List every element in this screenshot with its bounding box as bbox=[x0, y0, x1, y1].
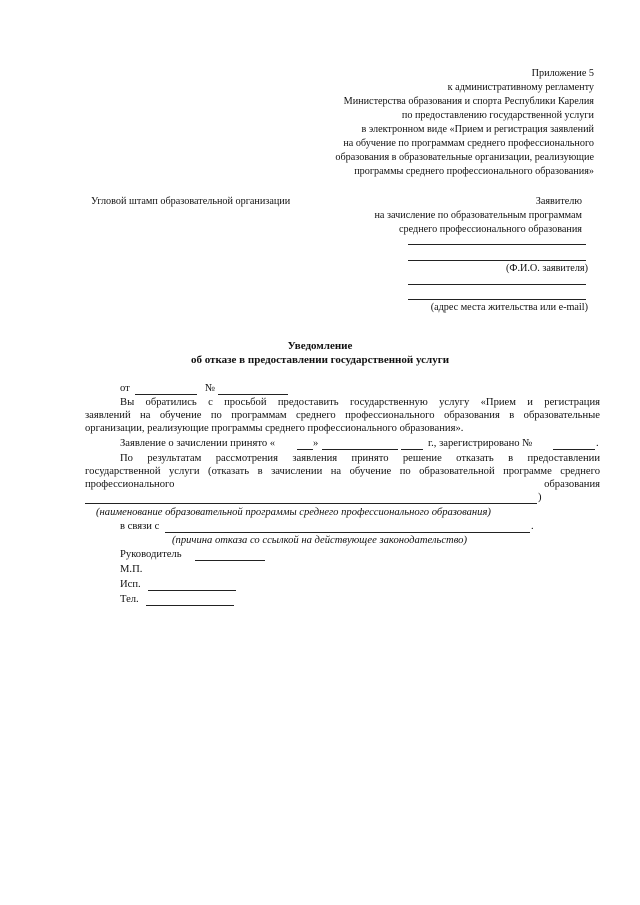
program-name-blank bbox=[85, 503, 537, 504]
executor-label: Исп. bbox=[120, 579, 141, 590]
paragraph-2-quote-close: » bbox=[313, 438, 319, 449]
due-label: в связи с bbox=[120, 521, 160, 532]
due-end: . bbox=[531, 521, 534, 532]
addressee-line-1: Заявителю bbox=[535, 196, 582, 207]
appendix-line-1: Приложение 5 bbox=[531, 68, 594, 79]
appendix-line-4: по предоставлению государственной услуги bbox=[401, 110, 594, 121]
addressee-line-3: среднего профессионального образования bbox=[399, 224, 582, 235]
fio-caption: (Ф.И.О. заявителя) bbox=[506, 263, 588, 274]
notice-title: Уведомление bbox=[287, 340, 353, 352]
year-blank bbox=[401, 449, 423, 450]
seal-label: М.П. bbox=[120, 564, 143, 575]
paragraph-1-line-1: Вы обратились с просьбой предоставить государственную услугу «Прием и регистрация bbox=[120, 397, 600, 408]
corner-stamp-label: Угловой штамп образовательной организации bbox=[91, 196, 291, 207]
program-close-paren: ) bbox=[538, 492, 542, 503]
reason-blank bbox=[165, 532, 530, 533]
phone-blank bbox=[146, 605, 234, 606]
paragraph-2-registered: г., зарегистрировано № bbox=[428, 438, 533, 449]
paragraph-1-line-3: организации, реализующие программы среднего профессионального образования». bbox=[85, 423, 464, 434]
date-blank bbox=[135, 394, 197, 395]
number-label: № bbox=[205, 383, 216, 394]
head-label: Руководитель bbox=[120, 549, 182, 560]
address-caption: (адрес места жительства или e-mail) bbox=[430, 302, 588, 313]
registration-number-blank bbox=[553, 449, 595, 450]
paragraph-3-line-3-end: образования bbox=[544, 479, 600, 490]
appendix-line-5: в электронном виде «Прием и регистрация заявлений bbox=[361, 124, 594, 135]
address-blank-line-2 bbox=[408, 299, 586, 300]
fio-blank-line-1 bbox=[408, 244, 586, 245]
appendix-line-3: Министерства образования и спорта Республики Карелия bbox=[343, 96, 594, 107]
paragraph-3-line-3-start: профессионального bbox=[85, 479, 175, 490]
from-label: от bbox=[120, 383, 130, 394]
head-signature-blank bbox=[195, 560, 265, 561]
notice-subtitle: об отказе в предоставлении государственной услуги bbox=[190, 354, 450, 366]
program-caption: (наименование образовательной программы среднего профессионального образования) bbox=[96, 507, 491, 518]
month-blank bbox=[322, 449, 398, 450]
appendix-line-7: образования в образовательные организации, реализующие bbox=[335, 152, 594, 163]
executor-blank bbox=[148, 590, 236, 591]
number-blank bbox=[218, 394, 288, 395]
address-blank-line-1 bbox=[408, 284, 586, 285]
paragraph-1-line-2: заявлений на обучение по программам среднего профессионального образования в образовательные bbox=[85, 410, 600, 421]
paragraph-2-end: . bbox=[596, 438, 599, 449]
appendix-line-6: на обучение по программам среднего профессионального bbox=[343, 138, 594, 149]
paragraph-3-line-2: государственной услуги (отказать в зачислении на обучение по образовательной программе среднего bbox=[85, 466, 600, 477]
appendix-line-8: программы среднего профессионального образования» bbox=[354, 166, 594, 177]
appendix-line-2: к административному регламенту bbox=[447, 82, 594, 93]
paragraph-2-start: Заявление о зачислении принято « bbox=[120, 438, 276, 449]
day-blank bbox=[297, 449, 313, 450]
paragraph-3-line-1: По результатам рассмотрения заявления принято решение отказать в предоставлении bbox=[120, 453, 600, 464]
addressee-line-2: на зачисление по образовательным программам bbox=[374, 210, 582, 221]
fio-blank-line-2 bbox=[408, 260, 586, 261]
reason-caption: (причина отказа со ссылкой на действующее законодательство) bbox=[172, 535, 467, 546]
phone-label: Тел. bbox=[120, 594, 139, 605]
